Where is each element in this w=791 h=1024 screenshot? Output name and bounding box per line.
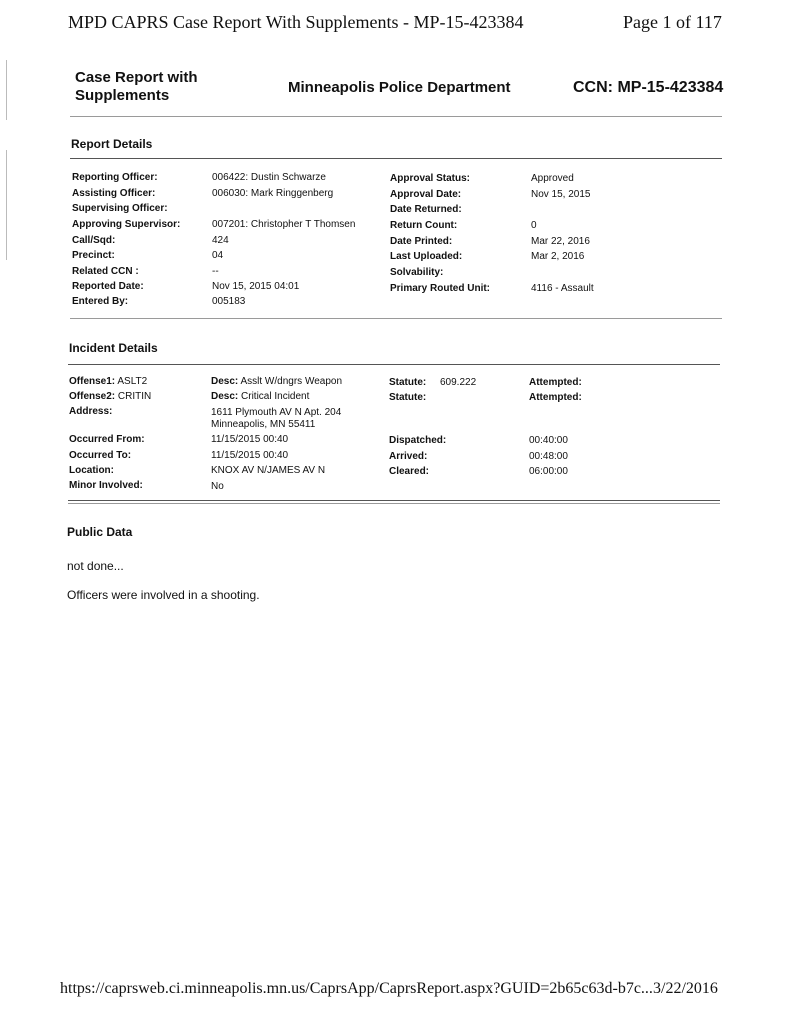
approving-supervisor-value: 007201: Christopher T Thomsen (212, 219, 356, 230)
approval-date-label: Approval Date: (390, 189, 462, 200)
approval-date-value: Nov 15, 2015 (531, 189, 591, 200)
offense2-statute-label: Statute: (389, 392, 427, 403)
occurred-from-label: Occurred From: (69, 434, 145, 445)
public-data-heading: Public Data (67, 525, 133, 539)
incident-details-heading: Incident Details (69, 341, 158, 355)
offense1-statute-label: Statute: (389, 377, 427, 388)
divider (70, 318, 722, 319)
precinct-value: 04 (212, 250, 224, 261)
offense2-desc-label: Desc: (211, 391, 239, 402)
date-printed-value: Mar 22, 2016 (531, 236, 590, 247)
offense1-attempted-label: Attempted: (529, 377, 582, 388)
offense2-code: CRITIN (117, 391, 152, 402)
arrived-value: 00:48:00 (529, 451, 568, 462)
minor-involved-label: Minor Involved: (69, 480, 143, 491)
primary-routed-unit-value: 4116 - Assault (531, 283, 594, 294)
return-count-value: 0 (531, 220, 537, 231)
reported-date-value: Nov 15, 2015 04:01 (212, 281, 300, 292)
page-number: Page 1 of 117 (623, 12, 722, 32)
occurred-to-value: 11/15/2015 00:40 (211, 450, 289, 461)
location-value: KNOX AV N/JAMES AV N (211, 465, 326, 476)
reporting-officer-label: Reporting Officer: (72, 172, 158, 183)
address-line1: 1611 Plymouth AV N Apt. 204 (211, 407, 342, 418)
cleared-value: 06:00:00 (529, 466, 568, 477)
offense2-desc: Critical Incident (241, 391, 310, 402)
assisting-officer-label: Assisting Officer: (72, 188, 156, 199)
offense2-attempted-label: Attempted: (529, 392, 582, 403)
offense1-desc-row (211, 376, 342, 387)
scan-mark (6, 60, 7, 120)
date-printed-label: Date Printed: (390, 236, 453, 247)
return-count-label: Return Count: (390, 220, 458, 231)
arrived-label: Arrived: (389, 451, 428, 462)
call-sqd-value: 424 (212, 235, 229, 246)
approving-supervisor-label: Approving Supervisor: (72, 219, 181, 230)
public-data-line2: Officers were involved in a shooting. (67, 588, 260, 602)
precinct-label: Precinct: (72, 250, 115, 261)
offense1-row (69, 376, 147, 387)
occurred-to-label: Occurred To: (69, 450, 132, 461)
offense1-code: ASLT2 (117, 376, 148, 387)
department-name: Minneapolis Police Department (288, 79, 511, 96)
print-footer-date: 3/22/2016 (653, 980, 718, 997)
ccn-number: CCN: MP-15-423384 (573, 79, 724, 96)
report-title-line1: Case Report with (75, 69, 198, 86)
cleared-label: Cleared: (389, 466, 430, 477)
occurred-from-value: 11/15/2015 00:40 (211, 434, 289, 445)
offense1-desc-label: Desc: (211, 376, 239, 387)
divider (68, 503, 720, 504)
assisting-officer-value: 006030: Mark Ringgenberg (212, 188, 334, 199)
public-data-line1: not done... (67, 559, 124, 573)
location-label: Location: (69, 465, 114, 476)
divider (68, 500, 720, 501)
divider (70, 116, 722, 117)
entered-by-value: 005183 (212, 296, 246, 307)
supervising-officer-label: Supervising Officer: (72, 203, 168, 214)
offense2-desc-row (211, 391, 309, 402)
dispatched-label: Dispatched: (389, 435, 447, 446)
divider (70, 158, 722, 159)
offense2-label: Offense2: (69, 391, 116, 402)
print-header-title: MPD CAPRS Case Report With Supplements - MP-15-423384 (68, 12, 524, 32)
address-line2: Minneapolis, MN 55411 (211, 419, 316, 430)
solvability-label: Solvability: (390, 267, 444, 278)
offense1-statute: 609.222 (440, 377, 477, 388)
call-sqd-label: Call/Sqd: (72, 235, 116, 246)
scan-mark (6, 150, 7, 260)
last-uploaded-value: Mar 2, 2016 (531, 251, 585, 262)
minor-involved-value: No (211, 481, 224, 492)
report-details-heading: Report Details (71, 137, 153, 151)
address-label: Address: (69, 406, 113, 417)
report-title (75, 69, 198, 105)
report-title-line2: Supplements (75, 87, 170, 104)
offense1-label: Offense1: (69, 376, 116, 387)
divider (68, 364, 720, 365)
entered-by-label: Entered By: (72, 296, 129, 307)
dispatched-value: 00:40:00 (529, 435, 568, 446)
reported-date-label: Reported Date: (72, 281, 144, 292)
print-footer-url: https://caprsweb.ci.minneapolis.mn.us/CaprsApp/CaprsReport.aspx?GUID=2b65c63d-b7c... (60, 980, 653, 997)
reporting-officer-value: 006422: Dustin Schwarze (212, 172, 326, 183)
offense2-row (69, 391, 151, 402)
date-returned-label: Date Returned: (390, 204, 462, 215)
approval-status-value: Approved (531, 173, 574, 184)
offense1-desc: Asslt W/dngrs Weapon (240, 376, 343, 387)
related-ccn-value: -- (212, 266, 219, 277)
primary-routed-unit-label: Primary Routed Unit: (390, 283, 491, 294)
last-uploaded-label: Last Uploaded: (390, 251, 463, 262)
related-ccn-label: Related CCN : (72, 266, 139, 277)
approval-status-label: Approval Status: (390, 173, 471, 184)
